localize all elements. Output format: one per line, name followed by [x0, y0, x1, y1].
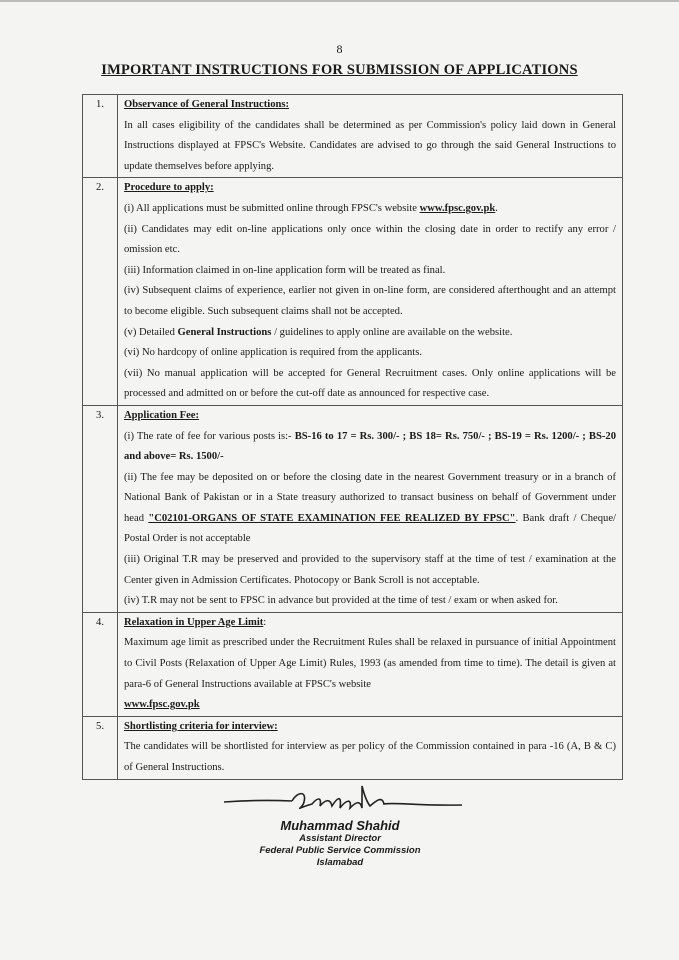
section-body [118, 178, 623, 406]
section-number: 4. [83, 612, 118, 716]
section-number: 2. [83, 178, 118, 406]
signature-block [250, 818, 430, 869]
section-row-2 [83, 178, 623, 406]
section-text: The candidates will be shortlisted for interview as per policy of the Commission contained in para -16 (A, B & C) of General Instructions. [124, 741, 616, 773]
list-item: (ii) Candidates may edit on-line applications only once within the closing date in order to rectify any error / omission etc. [124, 223, 616, 256]
list-item: (ii) The fee may be deposited on or before the closing date in the nearest Government treasury or in a branch of National Bank of Pakistan or in a State treasury authorized to transact business on behalf of Government under head "C02101-ORGANS OF STATE EXAMINATION FEE REALIZED BY FPSC". Bank draft / Cheque/ Postal Order is not acceptable [124, 471, 616, 545]
section-text: Maximum age limit as prescribed under the Recruitment Rules shall be relaxed in pursuance of initial Appointment to Civil Posts (Relaxation of Upper Age Limit) Rules, 1993 (as amended from time to time). The detail is given at para-6 of General Instructions available at FPSC's website [124, 637, 616, 690]
list-item: (i) All applications must be submitted online through FPSC's website www.fpsc.gov.pk. [124, 202, 498, 214]
list-item: (v) Detailed General Instructions / guidelines to apply online are available on the website. [124, 326, 513, 338]
section-row-4 [83, 612, 623, 716]
website-link[interactable]: www.fpsc.gov.pk [419, 202, 496, 214]
signatory-name: Muhammad Shahid [280, 818, 400, 833]
list-item: (iii) Original T.R may be preserved and provided to the supervisory staff at the time of test / examination at the Center given in Admission Certificates. Photocopy or Bank Scroll is not acceptable. [124, 554, 616, 586]
list-item: (iv) Subsequent claims of experience, earlier not given in on-line form, are considered afterthought and an attempt to become eligible. Such subsequent claims shall not be accepted. [124, 285, 616, 317]
section-number: 5. [83, 716, 118, 779]
signature-image [222, 780, 472, 820]
section-body [118, 612, 623, 716]
list-item: (iii) Information claimed in on-line application form will be treated as final. [124, 264, 446, 276]
page-number: 8 [336, 42, 343, 56]
section-row-3 [83, 405, 623, 612]
section-heading: Observance of General Instructions: [124, 99, 290, 110]
list-item: (vi) No hardcopy of online application is required from the applicants. [124, 347, 423, 359]
list-item: (vii) No manual application will be accepted for General Recruitment cases. Only online applications will be processed and admitted on or before the cut-off date as announced for respective case. [124, 367, 616, 400]
section-heading: Relaxation in Upper Age Limit: [124, 616, 267, 628]
section-number: 1. [83, 95, 118, 178]
section-body [118, 95, 623, 178]
signatory-organization: Federal Public Service Commission [259, 845, 421, 856]
list-item: (i) The rate of fee for various posts is:- BS-16 to 17 = Rs. 300/- ; BS 18= Rs. 750/- ; BS-19 = Rs. 1200/- ; BS-20 and above= Rs. 1500/- [124, 430, 616, 463]
list-item: (iv) T.R may not be sent to FPSC in advance but provided at the time of test / exam or when asked for. [124, 595, 558, 607]
instructions-table [82, 94, 623, 780]
signatory-designation: Assistant Director [299, 833, 381, 844]
section-body [118, 405, 623, 612]
signatory-city: Islamabad [316, 857, 364, 868]
section-row-5 [83, 716, 623, 779]
section-heading: Application Fee: [124, 409, 200, 421]
page-title: IMPORTANT INSTRUCTIONS FOR SUBMISSION OF APPLICATIONS [101, 62, 578, 78]
section-heading: Shortlisting criteria for interview: [124, 720, 278, 732]
section-row-1 [83, 95, 623, 178]
section-text: In all cases eligibility of the candidates shall be determined as per Commission's policy laid down in General Instructions displayed at FPSC's Website. Candidates are advised to go through the said General Instructions to update themselves before applying. [124, 119, 616, 172]
section-heading: Procedure to apply: [124, 182, 214, 194]
section-body [118, 716, 623, 779]
section-number: 3. [83, 405, 118, 612]
page-top-edge [0, 0, 679, 2]
website-link[interactable]: www.fpsc.gov.pk [124, 699, 200, 711]
